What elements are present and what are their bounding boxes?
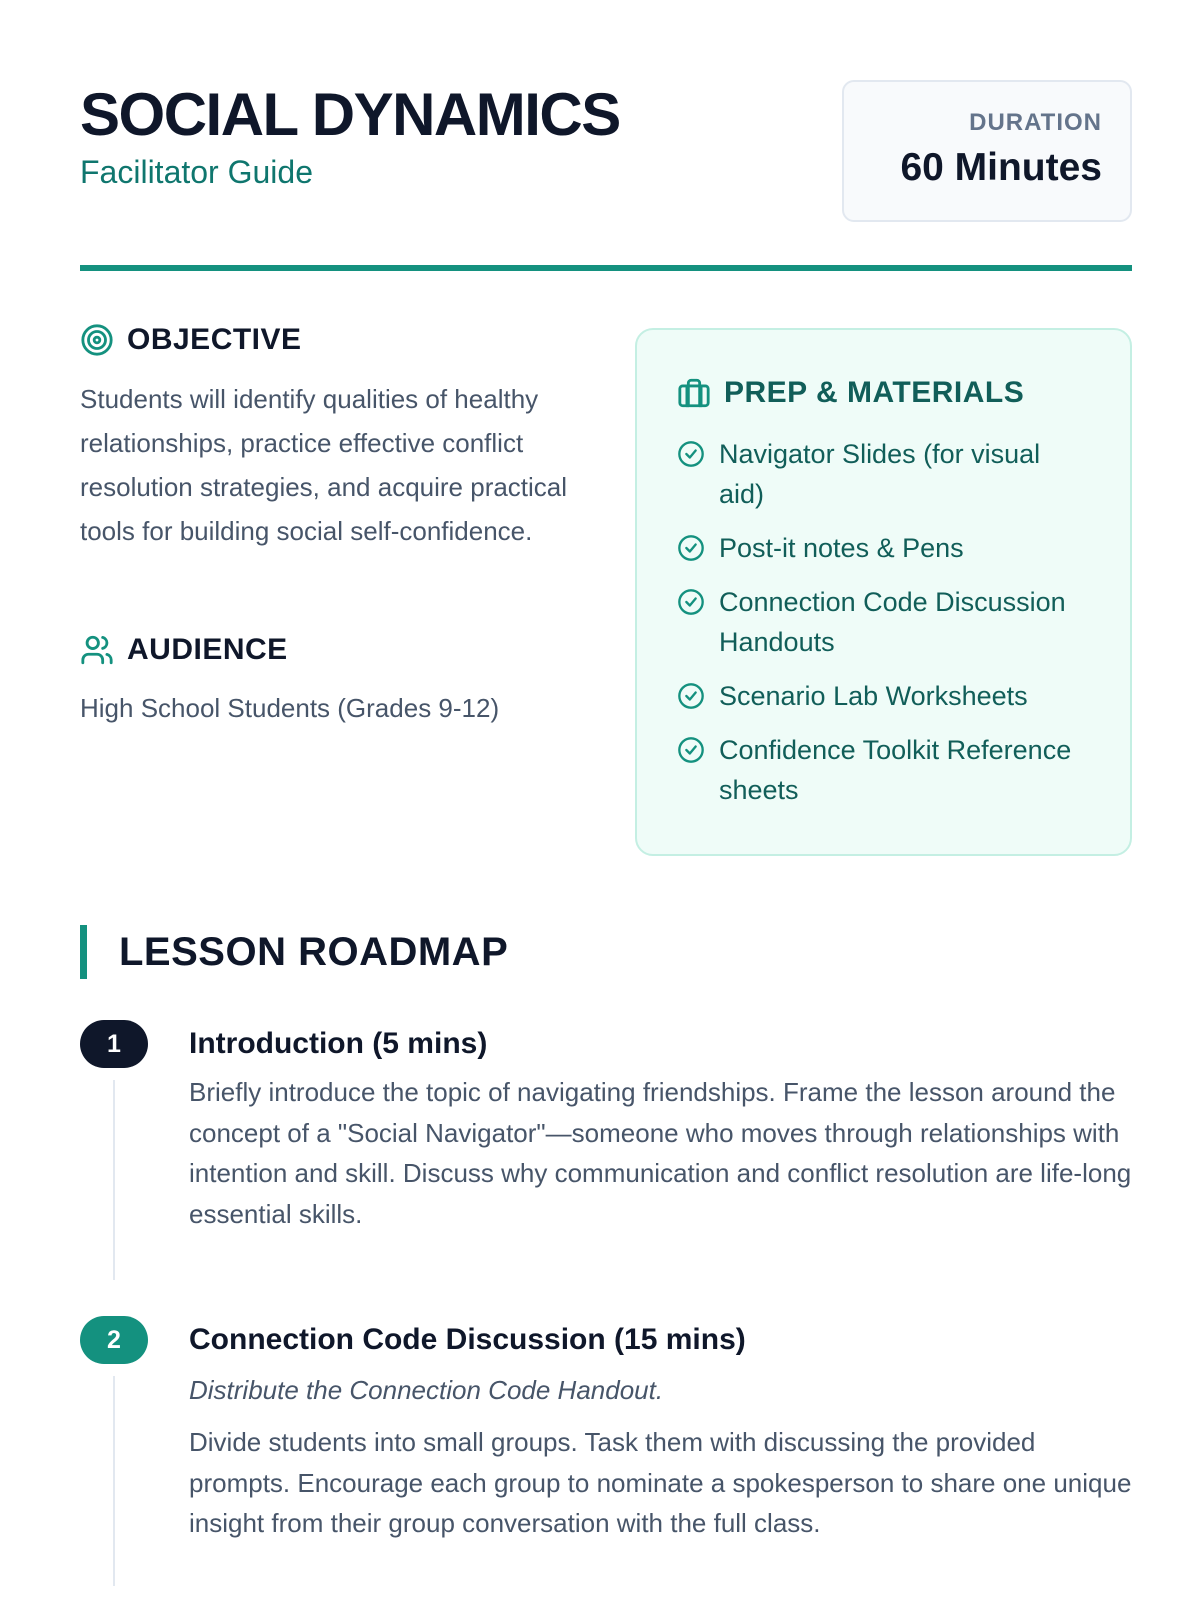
step-connector [113,1080,115,1280]
check-circle-icon [677,534,705,562]
step-number-badge: 1 [80,1020,148,1068]
objective-text: Students will identify qualities of healthy relationships, practice effective conflict resolution strategies, and acquire practical tools for building social self-confidence. [80,384,568,546]
step-body: Briefly introduce the topic of navigating friendships. Frame the lesson around the concept of a "Social Navigator"—someone who moves through relationships with intention and skill. Discuss why communication and conflict resolution are life-long essential skills. [189,1077,1132,1229]
users-icon [80,633,114,667]
step-connector [113,1376,115,1586]
step-note: Distribute the Connection Code Handout. [189,1375,664,1405]
materials-label: PREP & MATERIALS [724,376,1025,409]
check-circle-icon [677,588,705,616]
objective-label: OBJECTIVE [127,323,302,356]
briefcase-icon [677,376,711,410]
header [80,80,1132,220]
list-item [677,582,1090,662]
step-title: Introduction (5 mins) [189,1027,488,1060]
step-body: Divide students into small groups. Task them with discussing the provided prompts. Encourage each group to nominate a spokesperson to share one unique insight from their group conversation with the full class. [189,1427,1132,1538]
audience-heading [80,632,288,668]
materials-card [635,328,1132,856]
list-item [677,528,1090,568]
audience-label: AUDIENCE [127,633,288,666]
check-circle-icon [677,440,705,468]
page-subtitle: Facilitator Guide [80,154,313,190]
list-item [677,676,1090,716]
audience-text: High School Students (Grades 9-12) [80,693,500,723]
material-text: Connection Code Discussion Handouts [719,587,1066,657]
check-circle-icon [677,736,705,764]
header-divider [80,265,1132,271]
material-text: Navigator Slides (for visual aid) [719,439,1041,509]
objective-heading [80,322,302,358]
material-text: Scenario Lab Worksheets [719,681,1028,711]
list-item [677,730,1090,810]
roadmap-heading: LESSON ROADMAP [80,925,508,979]
duration-box [842,80,1132,222]
duration-value: 60 Minutes [900,146,1102,189]
materials-list [677,434,1090,810]
materials-heading [677,374,1090,412]
list-item [677,434,1090,514]
duration-label: DURATION [969,109,1102,136]
material-text: Confidence Toolkit Reference sheets [719,735,1072,805]
page-title: SOCIAL DYNAMICS [80,81,620,148]
target-icon [80,323,114,357]
step-title: Connection Code Discussion (15 mins) [189,1323,746,1356]
step-number-badge: 2 [80,1316,148,1364]
check-circle-icon [677,682,705,710]
material-text: Post-it notes & Pens [719,533,964,563]
